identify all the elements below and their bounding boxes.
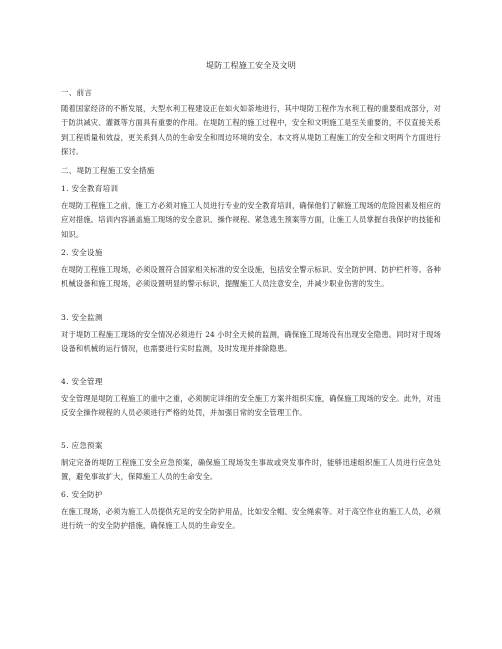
subheading-safety-protection: 6. 安全防护: [61, 490, 103, 499]
subheading-safety-management: 4. 安全管理: [61, 377, 103, 386]
section-heading-preface: 一、前言: [61, 88, 93, 97]
section-heading-safety-measures: 二、堤防工程施工安全措施: [61, 166, 155, 175]
document-title: 堤防工程施工安全及文明: [205, 61, 297, 70]
subheading-safety-facilities: 2. 安全设施: [61, 248, 103, 257]
paragraph-preface: 随着国家经济的不断发展，大型水利工程建设正在如火如荼地进行，其中堤防工程作为水利工程的重要组成部分，对于防洪减灾、灌溉等方面具有重要的作用。在堤防工程的施工过程中，安全和文明施工是至关重要的，不仅直接关系到工程质量和效益，更关系到人员的生命安全和周边环境的安全。本文将从堤防工程施工的安全和文明两个方面进行探讨。: [61, 104, 441, 157]
paragraph-safety-protection: 在施工现场，必须为施工人员提供充足的安全防护用品，比如安全帽、安全绳索等。对于高空作业的施工人员，必须进行统一的安全防护措施，确保施工人员的生命安全。: [61, 507, 441, 531]
paragraph-safety-facilities: 在堤防工程施工现场，必须设置符合国家相关标准的安全设施，包括安全警示标识、安全防护网、防护栏杆等。各种机械设备和施工现场，必须设置明显的警示标识，提醒施工人员注意安全，并减少职业伤害的发生。: [61, 265, 441, 289]
paragraph-safety-training: 在堤防工程施工之前，施工方必须对施工人员进行专业的安全教育培训，确保他们了解施工现场的危险因素及相应的应对措施。培训内容涵盖施工现场的安全意识、操作规程、紧急逃生预案等方面，让施工人员掌握自我保护的技能和知识。: [61, 201, 441, 239]
subheading-safety-training: 1. 安全教育培训: [61, 184, 119, 193]
paragraph-safety-management: 安全管理是堤防工程施工的重中之重，必须制定详细的安全施工方案并组织实施，确保施工现场的安全。此外，对违反安全操作规程的人员必须进行严格的处罚，并加强日常的安全管理工作。: [61, 394, 441, 418]
subheading-emergency-plan: 5. 应急预案: [61, 441, 103, 450]
subheading-safety-monitoring: 3. 安全监测: [61, 313, 103, 322]
paragraph-safety-monitoring: 对于堤防工程施工现场的安全情况必须进行 24 小时全天候的监测，确保施工现场没有出现安全隐患。同时对于现场设备和机械的运行情况，也需要进行实时监测，及时发现并排除隐患。: [61, 330, 441, 354]
paragraph-emergency-plan: 制定完备的堤防工程施工安全应急预案，确保施工现场发生事故或突发事件时，能够迅速组织施工人员进行应急处置，避免事故扩大，保障施工人员的生命安全。: [61, 458, 441, 482]
